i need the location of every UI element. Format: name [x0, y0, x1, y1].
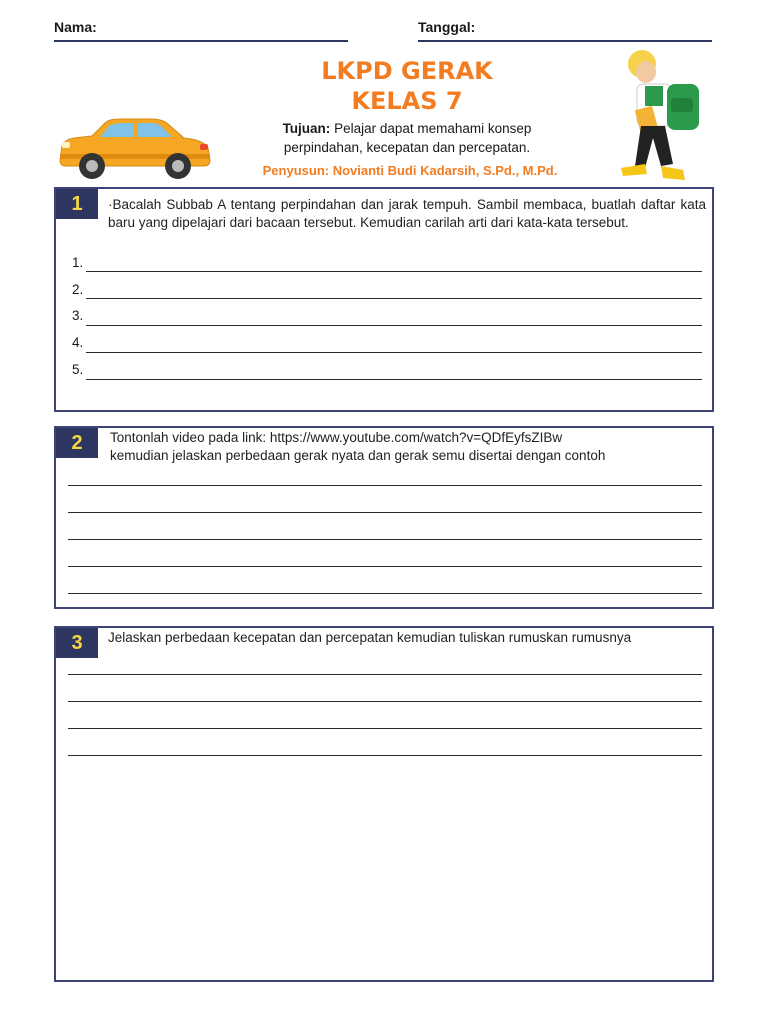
student-walking-illustration [615, 48, 710, 188]
q2-answer-line[interactable] [68, 593, 702, 594]
answer-5-line[interactable] [86, 379, 702, 380]
answer-5-label: 5. [72, 362, 84, 377]
tujuan-text-2: perpindahan, kecepatan dan percepatan. [283, 140, 531, 155]
q2-answer-line[interactable] [68, 485, 702, 486]
name-field-line[interactable] [54, 40, 348, 42]
q2-answer-line[interactable] [68, 566, 702, 567]
answer-2-line[interactable] [86, 298, 702, 299]
author-credit: Penyusun: Novianti Budi Kadarsih, S.Pd., M.Pd. [262, 163, 558, 178]
title-line-2: KELAS 7 [351, 87, 463, 115]
q3-answer-line[interactable] [68, 728, 702, 729]
date-label: Tanggal: [418, 19, 476, 35]
q3-answer-line[interactable] [68, 674, 702, 675]
answer-1-label: 1. [72, 255, 84, 270]
title-line-1: LKPD GERAK [321, 57, 493, 85]
q2-answer-line[interactable] [68, 512, 702, 513]
date-field-line[interactable] [418, 40, 712, 42]
q2-answer-line[interactable] [68, 539, 702, 540]
answer-4-line[interactable] [86, 352, 702, 353]
tujuan-label: Tujuan: [282, 121, 331, 136]
car-illustration [54, 116, 214, 184]
question-3-text: Jelaskan perbedaan kecepatan dan percepatan kemudian tuliskan rumuskan rumusnya [108, 630, 632, 645]
question-2-number: 2 [56, 428, 98, 458]
q3-answer-line[interactable] [68, 755, 702, 756]
answer-3-label: 3. [72, 308, 84, 323]
question-1-number: 1 [56, 189, 98, 219]
question-3-number: 3 [56, 628, 98, 658]
worksheet-title [257, 56, 557, 116]
question-2-text-line-1: Tontonlah video pada link: https://www.youtube.com/watch?v=QDfEyfsZIBw [110, 430, 563, 445]
question-1-text: ·Bacalah Subbab A tentang perpindahan dan jarak tempuh. Sambil membaca, buatlah daftar kata baru yang dipelajari dari bacaan tersebut. Kemudian carilah arti dari kata-kata tersebut. [108, 197, 706, 230]
answer-3-line[interactable] [86, 325, 702, 326]
question-2-text-line-2: kemudian jelaskan perbedaan gerak nyata dan gerak semu disertai dengan contoh [110, 448, 606, 463]
tujuan-block [227, 119, 587, 157]
question-3-box [54, 626, 714, 982]
answer-2-label: 2. [72, 282, 84, 297]
name-label: Nama: [54, 19, 97, 35]
tujuan-text-1: Pelajar dapat memahami konsep [334, 121, 532, 136]
answer-1-line[interactable] [86, 271, 702, 272]
answer-4-label: 4. [72, 335, 84, 350]
q3-answer-line[interactable] [68, 701, 702, 702]
